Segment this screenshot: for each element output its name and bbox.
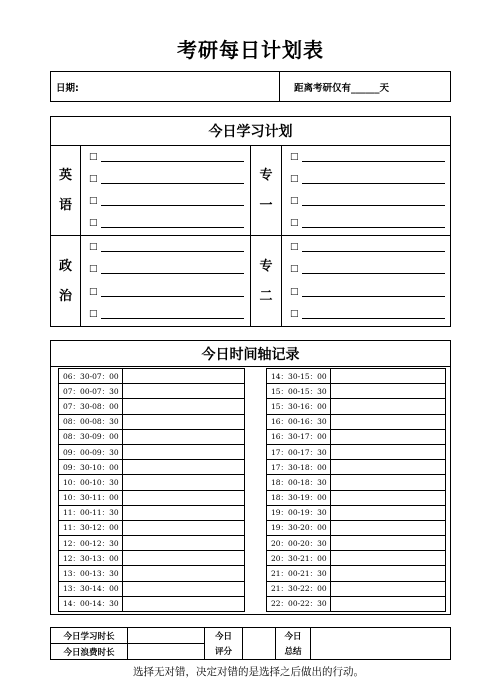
time-slot-label: 12：30-13：00 <box>59 551 123 565</box>
time-slot-entry <box>331 597 445 611</box>
summary-label-line: 总结 <box>284 647 302 658</box>
summary-label-line: 今日 <box>284 631 302 642</box>
study-time-value-cell <box>128 628 205 644</box>
time-slot-label: 06：30-07：00 <box>59 369 123 383</box>
time-slot-entry <box>331 536 445 550</box>
time-slot-entry <box>123 506 244 520</box>
timeline-table-morning <box>58 368 245 612</box>
time-slot-label: 21：30-22：00 <box>267 582 331 596</box>
task-list-english <box>81 146 251 235</box>
time-slot-label: 16：00-16：30 <box>267 415 331 429</box>
task-list-major-2 <box>282 236 450 326</box>
time-slot-entry <box>331 566 445 580</box>
time-slot-row <box>59 506 244 521</box>
plan-task-row <box>290 236 445 259</box>
date-label: 日期: <box>56 82 79 94</box>
time-slot-entry <box>123 384 244 398</box>
task-underline <box>302 318 445 319</box>
checkbox-icon: □ <box>290 264 299 275</box>
time-slot-entry <box>331 551 445 565</box>
time-slot-row <box>267 415 445 430</box>
time-slot-entry <box>331 582 445 596</box>
time-slot-entry <box>331 506 445 520</box>
task-underline <box>302 227 445 228</box>
time-slot-row <box>59 445 244 460</box>
checkbox-icon: □ <box>89 264 98 275</box>
time-slot-label: 14：30-15：00 <box>267 369 331 383</box>
plan-task-row <box>89 304 244 327</box>
timeline-table-afternoon <box>266 368 446 612</box>
countdown-text: 距离考研仅有______天 <box>294 82 390 94</box>
wasted-time-label: 今日浪费时长 <box>51 644 128 659</box>
subject-label-major-2 <box>251 236 282 326</box>
time-slot-label: 15：00-15：30 <box>267 384 331 398</box>
checkbox-icon: □ <box>89 196 98 207</box>
time-slot-label: 12：00-12：30 <box>59 536 123 550</box>
time-slot-entry <box>123 399 244 413</box>
checkbox-icon: □ <box>89 151 98 162</box>
time-slot-row <box>267 384 445 399</box>
plan-task-row <box>290 213 445 235</box>
time-slot-entry <box>123 445 244 459</box>
time-slot-row <box>59 384 244 399</box>
wasted-time-value-cell <box>128 644 205 659</box>
time-slot-row <box>267 597 445 612</box>
time-slot-row <box>59 597 244 612</box>
time-slot-label: 07：00-07：30 <box>59 384 123 398</box>
task-underline <box>302 161 445 162</box>
time-slot-label: 14：00-14：30 <box>59 597 123 611</box>
time-slot-row <box>267 491 445 506</box>
time-slot-entry <box>123 521 244 535</box>
checkbox-icon: □ <box>89 309 98 320</box>
task-underline <box>101 227 244 228</box>
time-slot-row <box>59 399 244 414</box>
time-slot-row <box>267 566 445 581</box>
time-slot-label: 08：30-09：00 <box>59 430 123 444</box>
time-slot-row <box>267 369 445 384</box>
plan-task-row <box>89 259 244 282</box>
checkbox-icon: □ <box>89 173 98 184</box>
time-slot-row <box>59 430 244 445</box>
plan-task-row <box>89 191 244 213</box>
time-slot-label: 07：30-08：00 <box>59 399 123 413</box>
time-slot-label: 10：00-10：30 <box>59 475 123 489</box>
score-label-cell <box>205 628 243 659</box>
footer-motto: 选择无对错，决定对错的是选择之后做出的行动。 <box>133 666 364 678</box>
time-slot-entry <box>331 384 445 398</box>
time-slot-entry <box>123 491 244 505</box>
time-slot-entry <box>331 521 445 535</box>
time-slot-entry <box>331 475 445 489</box>
time-slot-label: 15：30-16：00 <box>267 399 331 413</box>
time-slot-label: 18：30-19：00 <box>267 491 331 505</box>
time-slot-row <box>59 521 244 536</box>
plan-task-row <box>290 168 445 190</box>
plan-task-row <box>290 281 445 304</box>
task-underline <box>302 205 445 206</box>
task-underline <box>302 273 445 274</box>
time-slot-row <box>59 415 244 430</box>
plan-task-row <box>89 168 244 190</box>
task-underline <box>101 205 244 206</box>
time-slot-row <box>59 566 244 581</box>
checkbox-icon: □ <box>89 218 98 229</box>
time-slot-entry <box>331 430 445 444</box>
summary-label-cell <box>276 628 311 659</box>
time-slot-entry <box>331 491 445 505</box>
task-underline <box>101 273 244 274</box>
time-slot-label: 21：00-21：30 <box>267 566 331 580</box>
time-slot-row <box>267 475 445 490</box>
time-slot-row <box>267 536 445 551</box>
time-slot-label: 13：00-13：30 <box>59 566 123 580</box>
time-slot-label: 13：30-14：00 <box>59 582 123 596</box>
time-slot-row <box>267 506 445 521</box>
time-slot-label: 19：30-20：00 <box>267 521 331 535</box>
checkbox-icon: □ <box>89 241 98 252</box>
time-slot-row <box>59 460 244 475</box>
subject-label-char: 政 <box>58 258 72 274</box>
checkbox-icon: □ <box>290 309 299 320</box>
plan-task-row <box>290 146 445 168</box>
plan-task-row <box>89 213 244 235</box>
time-slot-label: 08：00-08：30 <box>59 415 123 429</box>
time-slot-entry <box>123 430 244 444</box>
time-slot-label: 22：00-22：30 <box>267 597 331 611</box>
countdown-cell <box>280 72 450 101</box>
time-slot-row <box>59 582 244 597</box>
plan-task-row <box>89 281 244 304</box>
study-plan-title: 今日学习计划 <box>51 117 450 146</box>
time-slot-entry <box>123 582 244 596</box>
score-label-line: 评分 <box>214 647 232 658</box>
subject-label-major-1 <box>251 146 282 235</box>
checkbox-icon: □ <box>290 196 299 207</box>
checkbox-icon: □ <box>89 286 98 297</box>
plan-block-1 <box>51 146 450 236</box>
plan-task-row <box>290 259 445 282</box>
time-slot-label: 17：00-17：30 <box>267 445 331 459</box>
subject-label-char: 专 <box>259 258 273 274</box>
task-list-major-1 <box>282 146 450 235</box>
plan-task-row <box>290 304 445 327</box>
daily-summary-table <box>50 627 451 660</box>
time-slot-entry <box>331 445 445 459</box>
time-slot-row <box>267 521 445 536</box>
time-slot-entry <box>331 460 445 474</box>
time-slot-entry <box>331 399 445 413</box>
page-title: 考研每日计划表 <box>177 38 324 62</box>
timeline-section <box>50 340 451 615</box>
checkbox-icon: □ <box>290 173 299 184</box>
subject-label-char: 二 <box>259 288 273 304</box>
subject-label-char: 英 <box>58 168 72 183</box>
plan-task-row <box>89 146 244 168</box>
time-slot-row <box>267 445 445 460</box>
task-underline <box>302 251 445 252</box>
time-slot-label: 18：00-18：30 <box>267 475 331 489</box>
time-slot-row <box>59 536 244 551</box>
task-underline <box>302 183 445 184</box>
score-value-cell <box>243 628 276 659</box>
subject-label-politics <box>51 236 81 326</box>
checkbox-icon: □ <box>290 286 299 297</box>
task-underline <box>101 251 244 252</box>
time-slot-entry <box>123 566 244 580</box>
time-slot-entry <box>123 536 244 550</box>
time-slot-label: 09：00-09：30 <box>59 445 123 459</box>
time-slot-label: 09：30-10：00 <box>59 460 123 474</box>
summary-value-cell <box>311 628 450 659</box>
task-underline <box>101 161 244 162</box>
time-slot-entry <box>123 460 244 474</box>
task-list-politics <box>81 236 251 326</box>
date-cell <box>51 72 280 101</box>
time-slot-entry <box>331 415 445 429</box>
task-underline <box>101 296 244 297</box>
task-underline <box>101 183 244 184</box>
time-slot-entry <box>123 551 244 565</box>
subject-label-char: 语 <box>58 198 72 213</box>
timeline-title: 今日时间轴记录 <box>51 341 450 367</box>
time-slot-label: 10：30-11：00 <box>59 491 123 505</box>
study-plan-section <box>50 116 451 327</box>
subject-label-char: 一 <box>259 198 273 213</box>
time-slot-label: 11：30-12：00 <box>59 521 123 535</box>
date-header-box <box>50 71 451 102</box>
task-underline <box>101 318 244 319</box>
time-slot-entry <box>123 597 244 611</box>
subject-label-english <box>51 146 81 235</box>
time-slot-entry <box>123 369 244 383</box>
time-slot-entry <box>331 369 445 383</box>
time-slot-label: 16：30-17：00 <box>267 430 331 444</box>
time-slot-label: 11：00-11：30 <box>59 506 123 520</box>
plan-block-2 <box>51 236 450 326</box>
time-slot-label: 20：00-20：30 <box>267 536 331 550</box>
time-slot-row <box>267 430 445 445</box>
time-slot-row <box>59 491 244 506</box>
task-underline <box>302 296 445 297</box>
time-slot-row <box>59 475 244 490</box>
time-slot-label: 19：00-19：30 <box>267 506 331 520</box>
checkbox-icon: □ <box>290 218 299 229</box>
plan-task-row <box>290 191 445 213</box>
checkbox-icon: □ <box>290 151 299 162</box>
time-slot-row <box>267 399 445 414</box>
time-slot-label: 17：30-18：00 <box>267 460 331 474</box>
time-slot-row <box>59 551 244 566</box>
time-slot-row <box>267 460 445 475</box>
subject-label-char: 专 <box>259 168 273 183</box>
time-slot-entry <box>123 415 244 429</box>
subject-label-char: 治 <box>58 288 72 304</box>
checkbox-icon: □ <box>290 241 299 252</box>
score-label-line: 今日 <box>214 631 232 642</box>
time-slot-row <box>267 551 445 566</box>
study-time-label: 今日学习时长 <box>51 628 128 644</box>
time-slot-label: 20：30-21：00 <box>267 551 331 565</box>
time-slot-entry <box>123 475 244 489</box>
time-slot-row <box>59 369 244 384</box>
time-slot-row <box>267 582 445 597</box>
plan-task-row <box>89 236 244 259</box>
